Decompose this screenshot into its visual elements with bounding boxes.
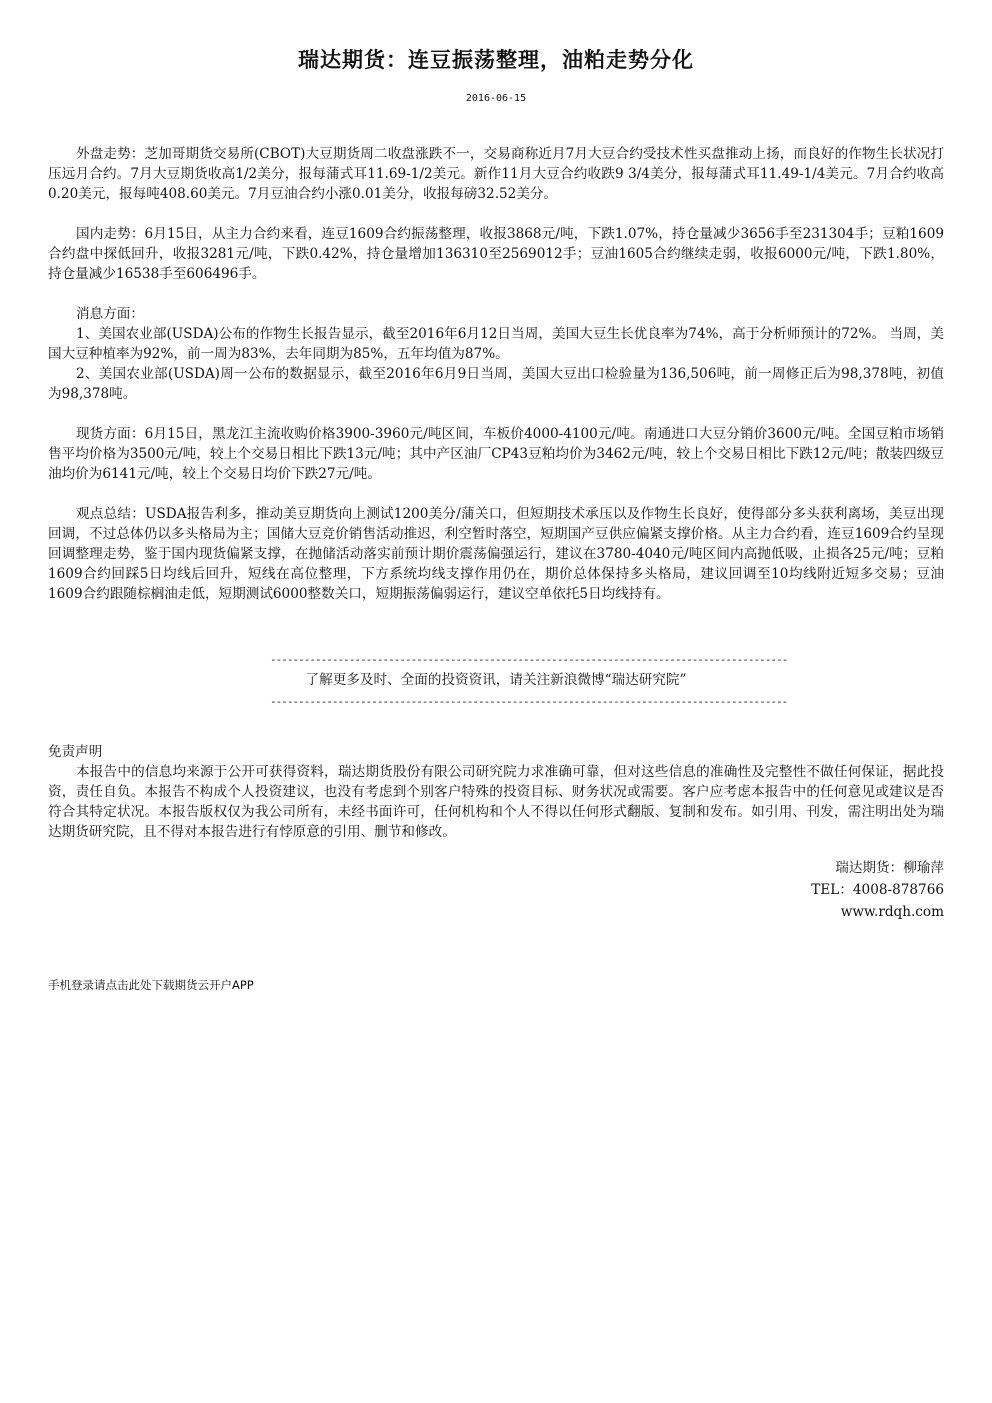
- divider-line: --------------------------------------------------------------------------------------------: [270, 653, 788, 666]
- promo-text: 了解更多及时、全面的投资资讯，请关注新浪微博“瑞达研究院”: [305, 672, 687, 688]
- website-link[interactable]: www.rdqh.com: [840, 904, 944, 920]
- disclaimer-section: [48, 742, 944, 842]
- news-heading: 消息方面：: [76, 306, 144, 322]
- news-item: 1、美国农业部(USDA)公布的作物生长报告显示，截至2016年6月12日当周，美国大豆生长优良率为74%，高于分析师预计的72%。 当周，美国大豆种植率为92%，前一周为83%，去年同期为85%，五年均值为87%。: [48, 326, 944, 362]
- disclaimer-body: 本报告中的信息均来源于公开可获得资料，瑞达期货股份有限公司研究院力求准确可靠，但对这些信息的准确性及完整性不做任何保证，据此投资，责任自负。本报告不构成个人投资建议，也没有考虑到个别客户特殊的投资目标、财务状况或需要。客户应考虑本报告中的任何意见或建议是否符合其特定状况。本报告版权仅为我公司所有，未经书面许可，任何机构和个人不得以任何形式翻版、复制和发布。如引用、刊发，需注明出处为瑞达期货研究院，且不得对本报告进行有悖原意的引用、删节和修改。: [48, 764, 944, 840]
- report-body: [48, 144, 944, 604]
- app-download-link[interactable]: 手机登录请点击此处下载期货云开户APP: [48, 978, 254, 992]
- summary-paragraph: 观点总结：USDA报告利多，推动美豆期货向上测试1200美分/蒲关口，但短期技术承压以及作物生长良好，使得部分多头获利离场，美豆出现回调，不过总体仍以多头格局为主；国储大豆竞价销售活动推迟，利空暂时落空，短期国产豆供应偏紧支撑价格。从主力合约看，连豆1609合约呈现回调整理走势，鉴于国内现货偏紧支撑，在抛储活动落实前预计期价震荡偏强运行，建议在3780-4040元/吨区间内高抛低吸，止损各25元/吨；豆粕1609合约回踩5日均线后回升，短线在高位整理，下方系统均线支撑作用仍在，期价总体保持多头格局，建议回调至10均线附近短多交易；豆油1609合约跟随棕榈油走低，短期测试6000整数关口，短期振荡偏弱运行，建议空单依托5日均线持有。: [48, 506, 944, 602]
- divider-line: --------------------------------------------------------------------------------------------: [270, 695, 788, 708]
- author-line: 瑞达期货：柳瑜萍: [835, 860, 944, 876]
- news-item: 2、美国农业部(USDA)周一公布的数据显示，截至2016年6月9日当周，美国大豆出口检验量为136,506吨，前一周修正后为98,378吨，初值为98,378吨。: [48, 366, 944, 402]
- document-date: 2016-06-15: [465, 93, 527, 104]
- phone-line: TEL：4008-878766: [811, 882, 944, 898]
- spot-market-paragraph: 现货方面：6月15日，黑龙江主流收购价格3900-3960元/吨区间，车板价4000-4100元/吨。南通进口大豆分销价3600元/吨。全国豆粕市场销售平均价格为3500元/吨，较上个交易日相比下跌13元/吨；其中产区油厂CP43豆粕均价为3462元/吨，较上个交易日相比下跌12元/吨；散装四级豆油均价为6141元/吨，较上个交易日均价下跌27元/吨。: [48, 426, 944, 482]
- promo-block: [0, 649, 992, 712]
- domestic-market-paragraph: 国内走势：6月15日，从主力合约来看，连豆1609合约振荡整理，收报3868元/吨，下跌1.07%，持仓量减少3656手至231304手；豆粕1609合约盘中探低回升，收报3281元/吨，下跌0.42%，持仓量增加136310至2569012手；豆油1605合约继续走弱，收报6000元/吨，下跌1.80%，持仓量减少16538手至606496手。: [48, 226, 944, 282]
- foreign-market-paragraph: 外盘走势：芝加哥期货交易所(CBOT)大豆期货周二收盘涨跌不一，交易商称近月7月大豆合约受技术性买盘推动上扬，而良好的作物生长状况打压远月合约。7月大豆期货收高1/2美分，报每蒲式耳11.69-1/2美元。新作11月大豆合约收跌9 3/4美分，报每蒲式耳11.49-1/4美元。7月合约收高0.20美元，报每吨408.60美元。7月豆油合约小涨0.01美分，收报每磅32.52美分。: [48, 146, 944, 202]
- signature-block: [811, 857, 944, 923]
- disclaimer-heading: 免责声明: [48, 744, 103, 760]
- document-title: 瑞达期货：连豆振荡整理，油粕走势分化: [298, 47, 694, 72]
